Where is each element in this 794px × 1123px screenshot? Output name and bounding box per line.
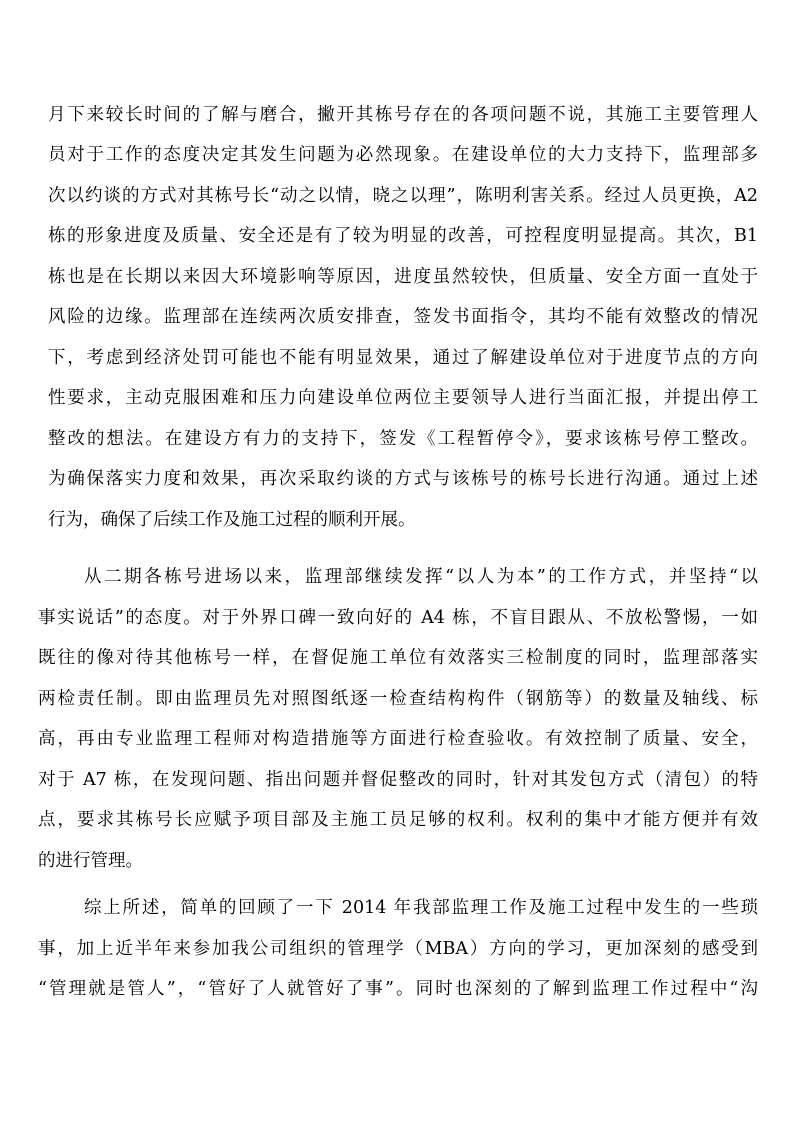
text-line: 的进行管理。 xyxy=(38,851,143,871)
paragraph-first-line: 综上所述，简单的回顾了一下 2014 年我部监理工作及施工过程中发生的一些琐 xyxy=(84,898,758,918)
text-line: 对于 A7 栋，在发现问题、指出问题并督促整改的同时，针对其发包方式（清包）的特 xyxy=(38,770,758,790)
text-line: 点，要求其栋号长应赋予项目部及主施工员足够的权利。权利的集中才能方便并有效 xyxy=(38,810,758,830)
text-line: 事实说话”的态度。对于外界口碑一致向好的 A4 栋，不盲目跟从、不放松警惕，一如 xyxy=(38,608,758,628)
text-line: “管理就是管人”，“管好了人就管好了事”。同时也深刻的了解到监理工作过程中“沟 xyxy=(38,979,758,999)
text-line: 月下来较长时间的了解与磨合，撇开其栋号存在的各项问题不说，其施工主要管理人 xyxy=(48,105,758,125)
text-line: 为确保落实力度和效果，再次采取约谈的方式与该栋号的栋号长进行沟通。通过上述 xyxy=(48,469,758,489)
text-line: 性要求，主动克服困难和压力向建设单位两位主要领导人进行当面汇报，并提出停工 xyxy=(48,388,758,408)
text-line: 事，加上近半年来参加我公司组织的管理学（MBA）方向的学习，更加深刻的感受到 xyxy=(38,939,758,959)
text-line: 下，考虑到经济处罚可能也不能有明显效果，通过了解建设单位对于进度节点的方向 xyxy=(48,348,758,368)
text-line: 既往的像对待其他栋号一样，在督促施工单位有效落实三检制度的同时，监理部落实 xyxy=(38,648,758,668)
paragraph-first-line: 从二期各栋号进场以来，监理部继续发挥“以人为本”的工作方式，并坚持“以 xyxy=(84,567,758,587)
text-line: 整改的想法。在建设方有力的支持下，签发《工程暂停令》，要求该栋号停工整改。 xyxy=(48,429,758,449)
text-line: 栋也是在长期以来因大环境影响等原因，进度虽然较快，但质量、安全方面一直处于 xyxy=(48,267,758,287)
text-line: 次以约谈的方式对其栋号长“动之以情，晓之以理”，陈明利害关系。经过人员更换，A2 xyxy=(48,186,758,206)
text-line: 行为，确保了后续工作及施工过程的顺利开展。 xyxy=(48,510,416,530)
text-line: 员对于工作的态度决定其发生问题为必然现象。在建设单位的大力支持下，监理部多 xyxy=(48,145,758,165)
text-line: 栋的形象进度及质量、安全还是有了较为明显的改善，可控程度明显提高。其次，B1 xyxy=(48,226,758,246)
text-line: 两检责任制。即由监理员先对照图纸逐一检查结构构件（钢筋等）的数量及轴线、标 xyxy=(38,689,758,709)
text-line: 风险的边缘。监理部在连续两次质安排查，签发书面指令，其均不能有效整改的情况 xyxy=(48,307,758,327)
text-line: 高，再由专业监理工程师对构造措施等方面进行检查验收。有效控制了质量、安全， xyxy=(38,729,758,749)
